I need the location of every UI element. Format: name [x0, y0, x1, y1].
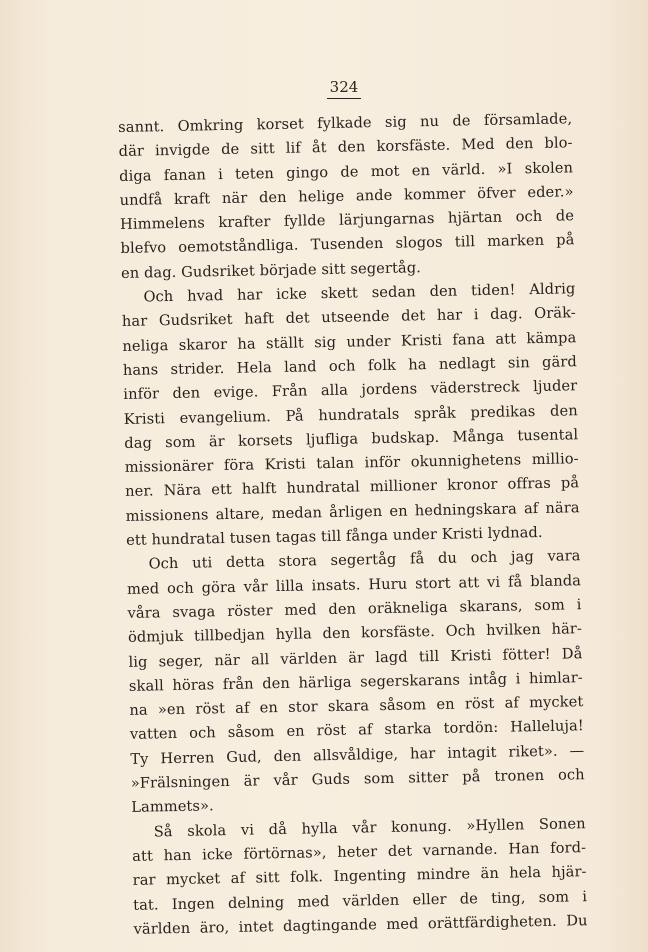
text-line: blefvo oemotståndliga. Tusenden slogos till marken på — [120, 231, 575, 258]
text-line: ödmjuk tillbedjan hylla den korsfäste. Och hvilken här- — [127, 620, 583, 647]
text-line: en dag. Gudsriket började sitt segertåg. — [120, 258, 422, 282]
page-number: 324 — [327, 78, 362, 99]
text-line: »Frälsningen är vår Guds som sitter på tronen och — [130, 766, 585, 792]
text-line: Kristi evangelium. På hundratals språk predikas den — [123, 401, 578, 428]
text-line: hans strider. Hela land och folk ha nedlagt sin gärd — [122, 353, 577, 379]
text-line: Himmelens krafter fyllde lärjungarnas hjärtan och de — [119, 207, 575, 234]
text-line: har Gudsriket haft det utseende det har i dag. Oräk- — [121, 304, 577, 331]
text-line: lig seger, när all världen är lagd till Kristi fötter! Då — [128, 644, 583, 671]
text-line: missionens altare, medan årligen en hedningskara af nära — [125, 498, 580, 525]
body-text — [118, 107, 588, 942]
text-line: undfå kraft när den helige ande kommer öfver eder.» — [119, 183, 574, 209]
text-line: där invigde de sitt lif åt den korsfäste. Med den blo- — [118, 134, 573, 161]
text-line: ner. Nära ett halft hundratal millioner kronor offras på — [125, 474, 580, 501]
text-line: Så skola vi då hylla vår konung. »Hyllen Sonen — [153, 814, 586, 841]
text-line: skall höras från den härliga segerskarans intåg i himlar- — [128, 669, 584, 695]
text-line: dag som är korsets ljufliga budskap. Många tusental — [124, 426, 579, 452]
text-line: Och uti detta stora segertåg få du och jag vara — [148, 547, 581, 573]
text-line: na »en röst af en stor skara såsom en röst af mycket — [129, 693, 584, 720]
text-line: diga fanan i teten gingo de mot en värld. »I skolen — [118, 158, 574, 185]
text-line: tat. Ingen delning med världen eller de ting, som i — [132, 887, 588, 914]
text-line: sannt. Omkring korset fylkade sig nu de församlade, — [118, 110, 573, 136]
text-line: ett hundratal tusen tagas till fånga under Kristi lydnad. — [125, 523, 543, 549]
text-line: med och göra vår lilla insats. Huru stort att vi få blanda — [126, 571, 582, 598]
text-line: världen äro, intet dagtingande med orättfärdigheten. Du — [133, 911, 588, 938]
text-line: våra svaga röster med den oräkneliga skarans, som i — [127, 596, 582, 622]
text-line: inför den evige. Från alla jordens väderstreck ljuder — [123, 377, 578, 404]
text-line: att han icke förtörnas», heter det varnande. Han ford- — [132, 839, 587, 865]
page-number-header — [0, 78, 648, 99]
text-line: missionärer föra Kristi talan inför okunnighetens millio- — [124, 450, 579, 477]
text-line: rar mycket af sitt folk. Ingenting mindre än hela hjär- — [132, 863, 587, 890]
text-line: vatten och såsom en röst af starka tordön: Halleluja! — [129, 717, 584, 744]
text-line: Ty Herren Gud, den allsvåldige, har intagit riket». — — [130, 741, 585, 768]
text-line: Och hvad har icke skett sedan den tiden! Aldrig — [143, 280, 576, 306]
text-line: neliga skaror ha ställt sig under Kristi fana att kämpa — [122, 328, 577, 355]
text-line: Lammets». — [131, 797, 214, 817]
